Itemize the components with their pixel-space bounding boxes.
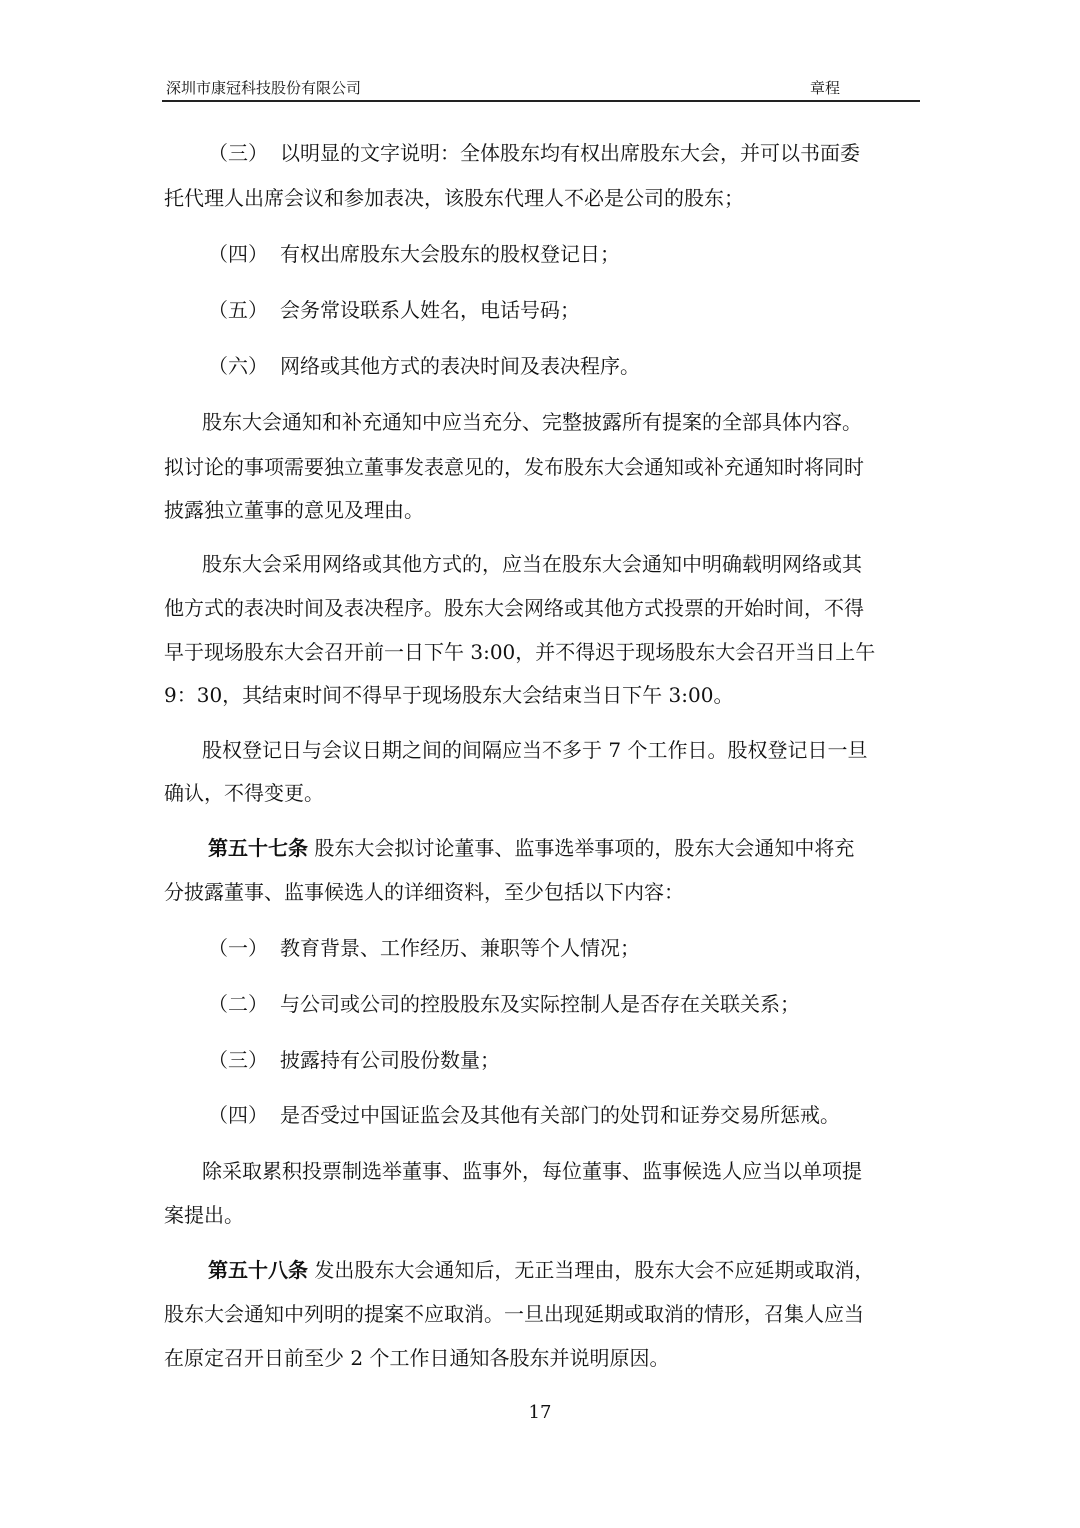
item-number: （二） [208, 992, 268, 1016]
paragraph-line: 股东大会采用网络或其他方式的，应当在股东大会通知中明确载明网络或其 [202, 552, 862, 576]
paragraph-line: 案提出。 [164, 1203, 244, 1227]
list-item [208, 141, 860, 165]
item-number: （六） [208, 354, 268, 378]
article-58-line [208, 1258, 874, 1282]
article-heading: 第五十八条 [208, 1258, 308, 1282]
item-text: 以明显的文字说明：全体股东均有权出席股东大会，并可以书面委 [280, 141, 860, 165]
article-text: 发出股东大会通知后，无正当理由，股东大会不应延期或取消， [314, 1258, 875, 1282]
header-company-name: 深圳市康冠科技股份有限公司 [166, 79, 362, 97]
item-text: 与公司或公司的控股股东及实际控制人是否存在关联关系； [280, 992, 800, 1016]
article-57-line [208, 836, 854, 860]
page-number: 17 [528, 1402, 552, 1423]
header-document-title: 章程 [810, 79, 841, 97]
list-item [208, 992, 800, 1016]
list-item [208, 354, 640, 378]
paragraph-line: 早于现场股东大会召开前一日下午 3:00，并不得迟于现场股东大会召开当日上午 [164, 640, 876, 664]
item-number: （五） [208, 298, 268, 322]
paragraph-line: 股权登记日与会议日期之间的间隔应当不多于 7 个工作日。股权登记日一旦 [202, 738, 868, 762]
list-item [208, 1048, 500, 1072]
item-text: 是否受过中国证监会及其他有关部门的处罚和证券交易所惩戒。 [280, 1103, 840, 1127]
paragraph-line: 9：30，其结束时间不得早于现场股东大会结束当日下午 3:00。 [164, 683, 734, 707]
item-text: 有权出席股东大会股东的股权登记日； [280, 242, 620, 266]
list-item [208, 298, 580, 322]
item-number: （三） [208, 1048, 268, 1072]
item-text: 教育背景、工作经历、兼职等个人情况； [280, 936, 640, 960]
paragraph-line: 除采取累积投票制选举董事、监事外，每位董事、监事候选人应当以单项提 [202, 1159, 862, 1183]
list-item [208, 1103, 840, 1127]
item-text: 网络或其他方式的表决时间及表决程序。 [280, 354, 640, 378]
item-number: （一） [208, 936, 268, 960]
page-header [162, 78, 920, 100]
paragraph-line: 披露独立董事的意见及理由。 [164, 498, 424, 522]
paragraph-line: 确认，不得变更。 [164, 781, 324, 805]
item-number: （四） [208, 242, 268, 266]
list-item [208, 242, 620, 266]
paragraph-line: 在原定召开日前至少 2 个工作日通知各股东并说明原因。 [164, 1346, 670, 1370]
list-item [208, 936, 640, 960]
paragraph-line: 股东大会通知和补充通知中应当充分、完整披露所有提案的全部具体内容。 [202, 410, 862, 434]
item-number: （三） [208, 141, 268, 165]
paragraph-line: 分披露董事、监事候选人的详细资料，至少包括以下内容： [164, 880, 684, 904]
paragraph-line: 他方式的表决时间及表决程序。股东大会网络或其他方式投票的开始时间，不得 [164, 596, 864, 620]
item-text: 会务常设联系人姓名，电话号码； [280, 298, 580, 322]
article-text: 股东大会拟讨论董事、监事选举事项的，股东大会通知中将充 [314, 836, 855, 860]
article-heading: 第五十七条 [208, 836, 308, 860]
item-continuation: 托代理人出席会议和参加表决，该股东代理人不必是公司的股东； [164, 186, 744, 210]
item-number: （四） [208, 1103, 268, 1127]
header-divider [162, 100, 920, 102]
item-text: 披露持有公司股份数量； [280, 1048, 500, 1072]
paragraph-line: 拟讨论的事项需要独立董事发表意见的，发布股东大会通知或补充通知时将同时 [164, 455, 864, 479]
paragraph-line: 股东大会通知中列明的提案不应取消。一旦出现延期或取消的情形，召集人应当 [164, 1302, 864, 1326]
